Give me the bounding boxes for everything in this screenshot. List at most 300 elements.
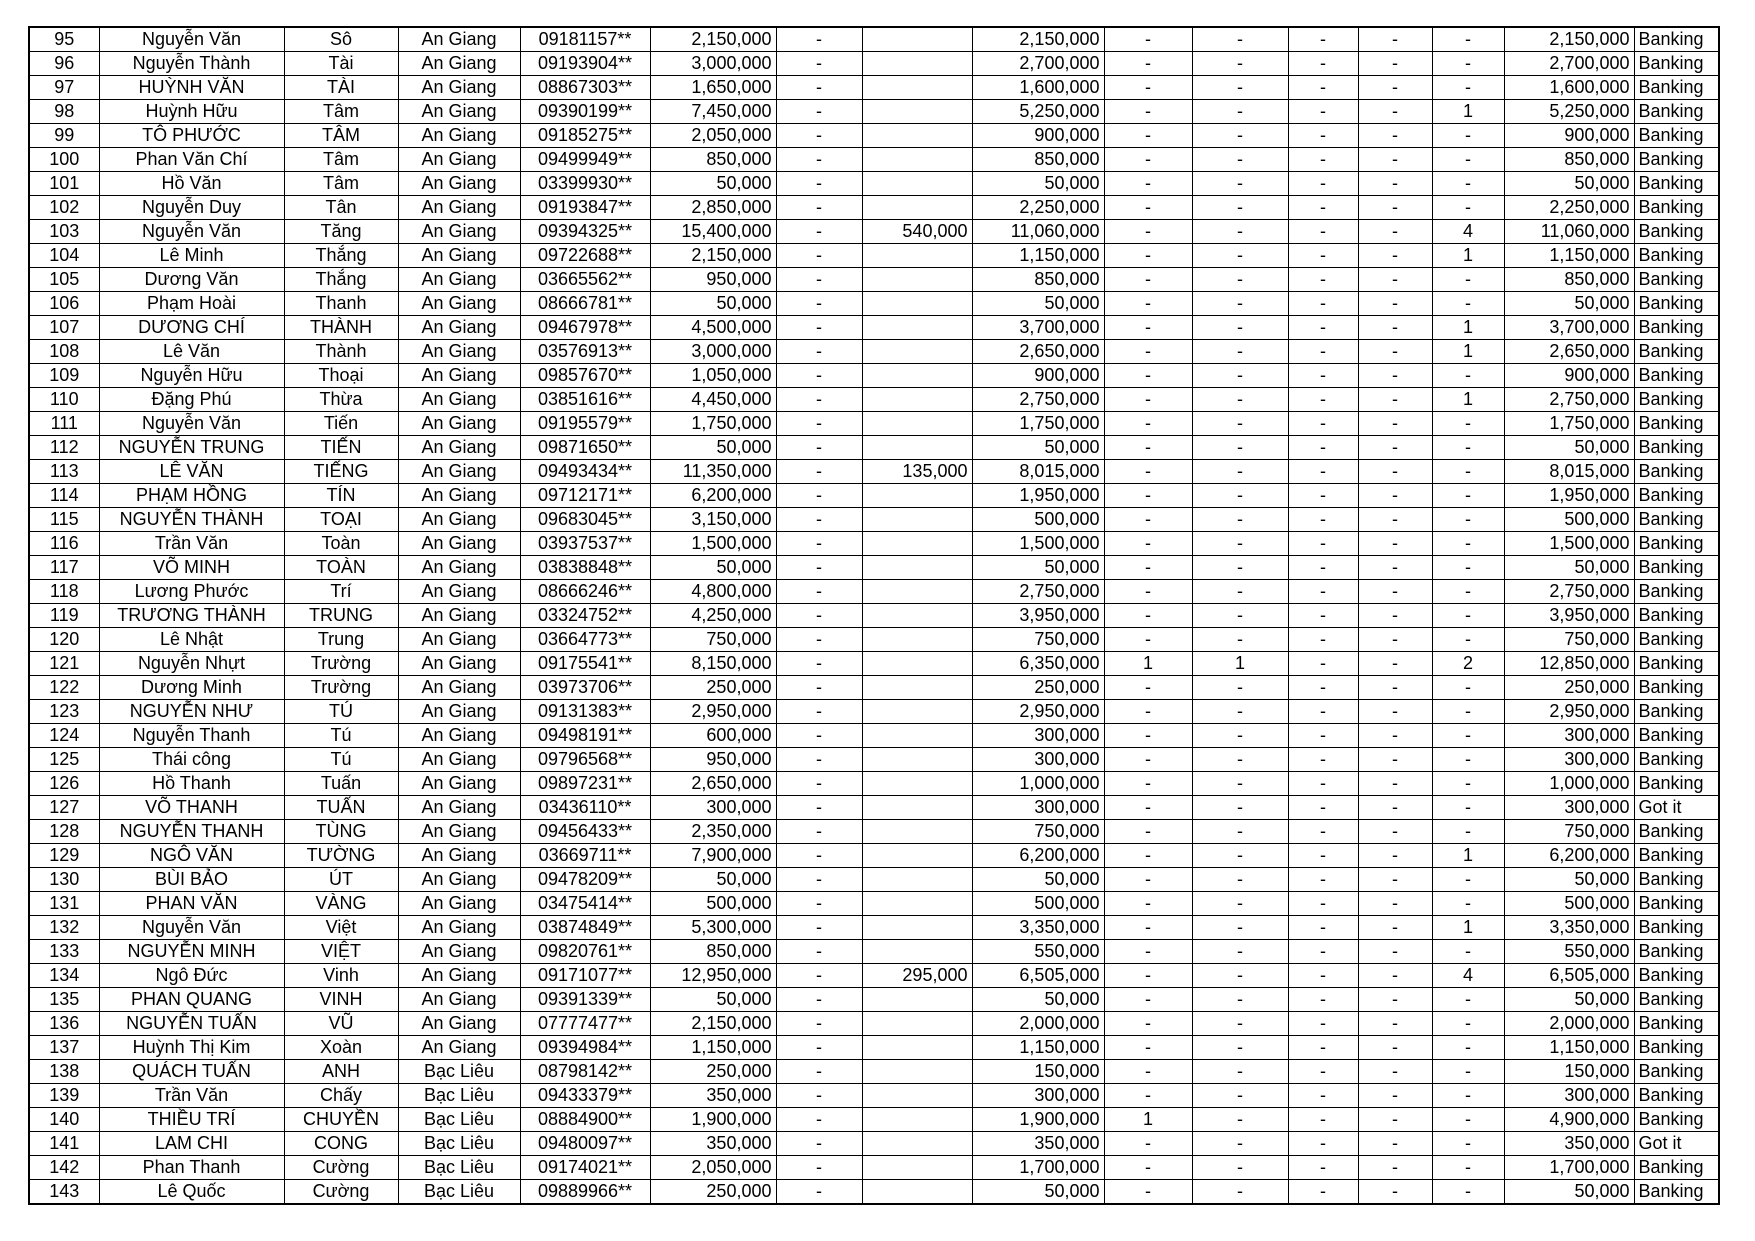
paid-cell: 1,000,000 [972,772,1104,796]
dash-col-cell: - [776,388,862,412]
total-cell: 550,000 [1504,940,1634,964]
last-middle-name-cell: QUÁCH TUẤN [99,1060,284,1084]
last-middle-name-cell: Phan Thanh [99,1156,284,1180]
count-d-cell: - [1358,148,1432,172]
count-a-cell: - [1104,508,1192,532]
row-number-cell: 131 [29,892,99,916]
amount-cell: 12,950,000 [650,964,776,988]
count-d-cell: - [1358,748,1432,772]
amount-cell: 3,150,000 [650,508,776,532]
paid-cell: 1,950,000 [972,484,1104,508]
total-cell: 500,000 [1504,508,1634,532]
dash-col-cell: - [776,412,862,436]
count-d-cell: - [1358,484,1432,508]
count-b-cell: - [1192,1012,1288,1036]
count-b-cell: - [1192,244,1288,268]
count-a-cell: - [1104,604,1192,628]
total-cell: 2,950,000 [1504,700,1634,724]
payment-method-cell: Banking [1634,1012,1719,1036]
last-middle-name-cell: VÕ MINH [99,556,284,580]
table-row [29,460,1719,484]
count-e-cell: - [1432,748,1504,772]
count-a-cell: - [1104,964,1192,988]
bonus-cell [862,1012,972,1036]
amount-cell: 300,000 [650,796,776,820]
payment-method-cell: Banking [1634,868,1719,892]
table-row [29,532,1719,556]
count-b-cell: - [1192,124,1288,148]
paid-cell: 3,350,000 [972,916,1104,940]
row-number-cell: 138 [29,1060,99,1084]
payment-method-cell: Banking [1634,27,1719,52]
payment-method-cell: Banking [1634,604,1719,628]
count-c-cell: - [1288,748,1358,772]
province-cell: An Giang [398,580,520,604]
count-a-cell: - [1104,484,1192,508]
bonus-cell [862,1180,972,1205]
last-middle-name-cell: HUỲNH VĂN [99,76,284,100]
count-d-cell: - [1358,76,1432,100]
bonus-cell [862,868,972,892]
count-d-cell: - [1358,460,1432,484]
row-number-cell: 135 [29,988,99,1012]
first-name-cell: Trường [284,652,398,676]
first-name-cell: VIỆT [284,940,398,964]
count-c-cell: - [1288,556,1358,580]
phone-cell: 09193847** [520,196,650,220]
count-d-cell: - [1358,844,1432,868]
bonus-cell [862,436,972,460]
count-a-cell: - [1104,556,1192,580]
amount-cell: 950,000 [650,748,776,772]
amount-cell: 3,000,000 [650,340,776,364]
row-number-cell: 118 [29,580,99,604]
province-cell: An Giang [398,388,520,412]
total-cell: 50,000 [1504,868,1634,892]
first-name-cell: Tân [284,196,398,220]
last-middle-name-cell: PHAN QUANG [99,988,284,1012]
dash-col-cell: - [776,940,862,964]
phone-cell: 03665562** [520,268,650,292]
count-d-cell: - [1358,292,1432,316]
table-row [29,1108,1719,1132]
province-cell: An Giang [398,364,520,388]
count-a-cell: - [1104,724,1192,748]
dash-col-cell: - [776,484,862,508]
amount-cell: 7,450,000 [650,100,776,124]
phone-cell: 09171077** [520,964,650,988]
phone-cell: 09390199** [520,100,650,124]
dash-col-cell: - [776,844,862,868]
first-name-cell: VINH [284,988,398,1012]
count-c-cell: - [1288,388,1358,412]
payment-method-cell: Banking [1634,172,1719,196]
dash-col-cell: - [776,916,862,940]
province-cell: An Giang [398,244,520,268]
count-a-cell: - [1104,892,1192,916]
row-number-cell: 128 [29,820,99,844]
dash-col-cell: - [776,1156,862,1180]
province-cell: Bạc Liêu [398,1084,520,1108]
count-d-cell: - [1358,1036,1432,1060]
phone-cell: 03937537** [520,532,650,556]
count-d-cell: - [1358,52,1432,76]
bonus-cell [862,604,972,628]
count-e-cell: - [1432,1156,1504,1180]
table-row [29,1036,1719,1060]
count-b-cell: - [1192,340,1288,364]
count-d-cell: - [1358,1132,1432,1156]
total-cell: 2,150,000 [1504,27,1634,52]
paid-cell: 2,000,000 [972,1012,1104,1036]
table-row [29,268,1719,292]
province-cell: An Giang [398,1036,520,1060]
bonus-cell [862,676,972,700]
amount-cell: 4,450,000 [650,388,776,412]
count-b-cell: - [1192,1036,1288,1060]
row-number-cell: 122 [29,676,99,700]
amount-cell: 2,150,000 [650,27,776,52]
bonus-cell [862,196,972,220]
total-cell: 4,900,000 [1504,1108,1634,1132]
paid-cell: 1,700,000 [972,1156,1104,1180]
row-number-cell: 98 [29,100,99,124]
province-cell: An Giang [398,460,520,484]
phone-cell: 09889966** [520,1180,650,1205]
count-c-cell: - [1288,1084,1358,1108]
paid-cell: 1,500,000 [972,532,1104,556]
count-e-cell: - [1432,436,1504,460]
count-a-cell: - [1104,292,1192,316]
first-name-cell: ANH [284,1060,398,1084]
count-e-cell: - [1432,52,1504,76]
paid-cell: 8,015,000 [972,460,1104,484]
paid-cell: 850,000 [972,148,1104,172]
row-number-cell: 107 [29,316,99,340]
count-e-cell: - [1432,1132,1504,1156]
count-e-cell: - [1432,508,1504,532]
first-name-cell: Chấy [284,1084,398,1108]
count-e-cell: - [1432,580,1504,604]
count-a-cell: - [1104,580,1192,604]
first-name-cell: Xoàn [284,1036,398,1060]
table-row [29,52,1719,76]
count-d-cell: - [1358,196,1432,220]
total-cell: 50,000 [1504,556,1634,580]
count-a-cell: - [1104,460,1192,484]
count-c-cell: - [1288,676,1358,700]
paid-cell: 900,000 [972,124,1104,148]
count-a-cell: - [1104,868,1192,892]
first-name-cell: Tú [284,748,398,772]
count-b-cell: - [1192,1132,1288,1156]
province-cell: Bạc Liêu [398,1156,520,1180]
count-b-cell: - [1192,892,1288,916]
first-name-cell: Tú [284,724,398,748]
table-row [29,1084,1719,1108]
payment-method-cell: Banking [1634,844,1719,868]
first-name-cell: Thắng [284,244,398,268]
dash-col-cell: - [776,1084,862,1108]
payment-method-cell: Banking [1634,436,1719,460]
bonus-cell [862,364,972,388]
table-row [29,844,1719,868]
first-name-cell: Tăng [284,220,398,244]
paid-cell: 300,000 [972,724,1104,748]
count-b-cell: - [1192,388,1288,412]
dash-col-cell: - [776,892,862,916]
first-name-cell: Tâm [284,172,398,196]
province-cell: An Giang [398,652,520,676]
payment-method-cell: Banking [1634,964,1719,988]
dash-col-cell: - [776,868,862,892]
count-b-cell: - [1192,436,1288,460]
paid-cell: 150,000 [972,1060,1104,1084]
table-row [29,916,1719,940]
bonus-cell [862,820,972,844]
row-number-cell: 104 [29,244,99,268]
amount-cell: 350,000 [650,1132,776,1156]
total-cell: 3,700,000 [1504,316,1634,340]
row-number-cell: 95 [29,27,99,52]
bonus-cell [862,124,972,148]
province-cell: An Giang [398,76,520,100]
payment-method-cell: Banking [1634,556,1719,580]
count-b-cell: - [1192,676,1288,700]
table-row [29,388,1719,412]
total-cell: 300,000 [1504,1084,1634,1108]
count-d-cell: - [1358,868,1432,892]
count-a-cell: - [1104,412,1192,436]
payment-method-cell: Banking [1634,244,1719,268]
count-c-cell: - [1288,244,1358,268]
count-b-cell: - [1192,172,1288,196]
count-e-cell: - [1432,1012,1504,1036]
phone-cell: 09456433** [520,820,650,844]
table-row [29,1180,1719,1205]
count-a-cell: - [1104,772,1192,796]
amount-cell: 50,000 [650,868,776,892]
last-middle-name-cell: Phạm Hoài [99,292,284,316]
row-number-cell: 102 [29,196,99,220]
total-cell: 50,000 [1504,292,1634,316]
bonus-cell [862,508,972,532]
phone-cell: 08666246** [520,580,650,604]
payment-method-cell: Banking [1634,412,1719,436]
amount-cell: 2,150,000 [650,1012,776,1036]
phone-cell: 03669711** [520,844,650,868]
amount-cell: 11,350,000 [650,460,776,484]
phone-cell: 03838848** [520,556,650,580]
last-middle-name-cell: TRƯƠNG THÀNH [99,604,284,628]
last-middle-name-cell: Nguyễn Thành [99,52,284,76]
first-name-cell: Vinh [284,964,398,988]
total-cell: 2,750,000 [1504,580,1634,604]
payment-method-cell: Banking [1634,196,1719,220]
count-d-cell: - [1358,220,1432,244]
first-name-cell: Tâm [284,148,398,172]
amount-cell: 50,000 [650,988,776,1012]
table-row [29,700,1719,724]
count-c-cell: - [1288,484,1358,508]
count-a-cell: - [1104,124,1192,148]
table-row [29,244,1719,268]
phone-cell: 09722688** [520,244,650,268]
count-a-cell: - [1104,148,1192,172]
amount-cell: 1,650,000 [650,76,776,100]
phone-cell: 09433379** [520,1084,650,1108]
dash-col-cell: - [776,436,862,460]
count-a-cell: - [1104,700,1192,724]
count-b-cell: - [1192,52,1288,76]
table-row [29,1156,1719,1180]
first-name-cell: CONG [284,1132,398,1156]
province-cell: An Giang [398,700,520,724]
province-cell: An Giang [398,964,520,988]
count-c-cell: - [1288,220,1358,244]
phone-cell: 09480097** [520,1132,650,1156]
count-c-cell: - [1288,1132,1358,1156]
province-cell: An Giang [398,292,520,316]
count-e-cell: - [1432,196,1504,220]
bonus-cell [862,1108,972,1132]
count-a-cell: 1 [1104,1108,1192,1132]
amount-cell: 4,800,000 [650,580,776,604]
total-cell: 2,700,000 [1504,52,1634,76]
count-e-cell: - [1432,124,1504,148]
count-b-cell: - [1192,484,1288,508]
dash-col-cell: - [776,1012,862,1036]
total-cell: 1,950,000 [1504,484,1634,508]
total-cell: 3,950,000 [1504,604,1634,628]
row-number-cell: 130 [29,868,99,892]
bonus-cell [862,652,972,676]
table-row [29,292,1719,316]
bonus-cell [862,796,972,820]
count-b-cell: - [1192,460,1288,484]
count-c-cell: - [1288,292,1358,316]
first-name-cell: Sô [284,27,398,52]
province-cell: An Giang [398,628,520,652]
count-b-cell: - [1192,820,1288,844]
table-row [29,364,1719,388]
row-number-cell: 132 [29,916,99,940]
phone-cell: 03436110** [520,796,650,820]
dash-col-cell: - [776,340,862,364]
count-a-cell: - [1104,1180,1192,1205]
total-cell: 11,060,000 [1504,220,1634,244]
province-cell: An Giang [398,436,520,460]
row-number-cell: 113 [29,460,99,484]
bonus-cell [862,1156,972,1180]
total-cell: 2,750,000 [1504,388,1634,412]
first-name-cell: Thanh [284,292,398,316]
dash-col-cell: - [776,27,862,52]
bonus-cell [862,412,972,436]
amount-cell: 50,000 [650,556,776,580]
bonus-cell [862,316,972,340]
row-number-cell: 116 [29,532,99,556]
paid-cell: 900,000 [972,364,1104,388]
count-c-cell: - [1288,628,1358,652]
dash-col-cell: - [776,460,862,484]
total-cell: 2,250,000 [1504,196,1634,220]
paid-cell: 11,060,000 [972,220,1104,244]
last-middle-name-cell: Nguyễn Văn [99,220,284,244]
first-name-cell: VŨ [284,1012,398,1036]
row-number-cell: 139 [29,1084,99,1108]
dash-col-cell: - [776,556,862,580]
payment-method-cell: Got it [1634,1132,1719,1156]
bonus-cell [862,772,972,796]
count-d-cell: - [1358,580,1432,604]
table-row [29,220,1719,244]
total-cell: 5,250,000 [1504,100,1634,124]
row-number-cell: 126 [29,772,99,796]
first-name-cell: THÀNH [284,316,398,340]
count-b-cell: - [1192,316,1288,340]
dash-col-cell: - [776,1132,862,1156]
phone-cell: 07777477** [520,1012,650,1036]
last-middle-name-cell: LÊ VĂN [99,460,284,484]
first-name-cell: Thành [284,340,398,364]
count-b-cell: - [1192,532,1288,556]
count-c-cell: - [1288,148,1358,172]
last-middle-name-cell: Nguyễn Văn [99,27,284,52]
count-d-cell: - [1358,676,1432,700]
province-cell: An Giang [398,748,520,772]
last-middle-name-cell: Huỳnh Thị Kim [99,1036,284,1060]
dash-col-cell: - [776,244,862,268]
dash-col-cell: - [776,1180,862,1205]
amount-cell: 50,000 [650,172,776,196]
amount-cell: 8,150,000 [650,652,776,676]
last-middle-name-cell: Lê Quốc [99,1180,284,1205]
last-middle-name-cell: VÕ THANH [99,796,284,820]
bonus-cell [862,268,972,292]
last-middle-name-cell: Nguyễn Duy [99,196,284,220]
bonus-cell [862,532,972,556]
count-e-cell: 4 [1432,220,1504,244]
province-cell: An Giang [398,172,520,196]
count-d-cell: - [1358,244,1432,268]
last-middle-name-cell: NGUYỄN TUẤN [99,1012,284,1036]
table-row [29,940,1719,964]
phone-cell: 09174021** [520,1156,650,1180]
province-cell: An Giang [398,52,520,76]
count-a-cell: - [1104,172,1192,196]
count-e-cell: 1 [1432,340,1504,364]
first-name-cell: Tài [284,52,398,76]
table-row [29,76,1719,100]
table-row [29,892,1719,916]
last-middle-name-cell: THIỀU TRÍ [99,1108,284,1132]
total-cell: 300,000 [1504,796,1634,820]
dash-col-cell: - [776,1036,862,1060]
amount-cell: 6,200,000 [650,484,776,508]
province-cell: Bạc Liêu [398,1132,520,1156]
phone-cell: 03399930** [520,172,650,196]
amount-cell: 50,000 [650,292,776,316]
last-middle-name-cell: Huỳnh Hữu [99,100,284,124]
count-e-cell: - [1432,27,1504,52]
bonus-cell [862,988,972,1012]
count-b-cell: - [1192,916,1288,940]
last-middle-name-cell: DƯƠNG CHÍ [99,316,284,340]
count-c-cell: - [1288,52,1358,76]
count-b-cell: - [1192,748,1288,772]
last-middle-name-cell: Trần Văn [99,1084,284,1108]
